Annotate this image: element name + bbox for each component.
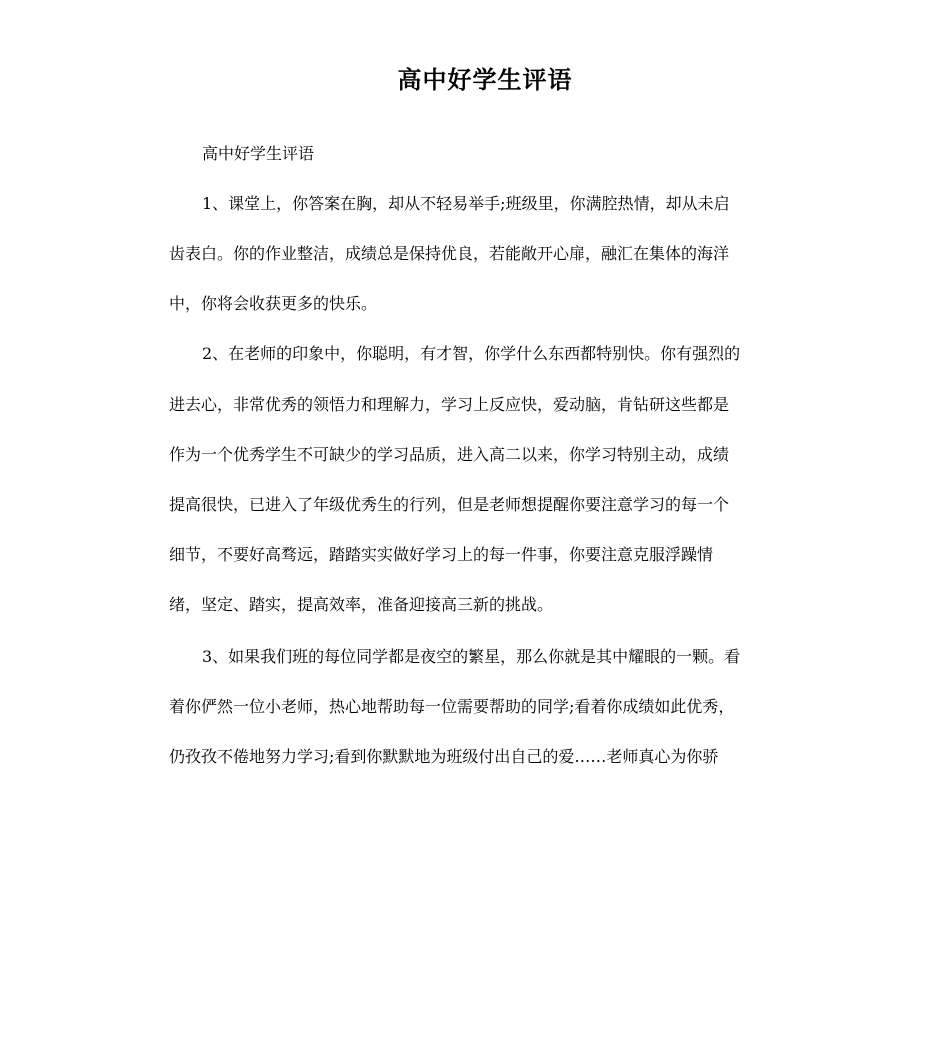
text-line: 中，你将会收获更多的快乐。 <box>169 294 378 313</box>
text-line: 细节，不要好高骛远，踏踏实实做好学习上的每一件事，你要注意克服浮躁情 <box>169 545 714 564</box>
text-line: 提高很快，已进入了年级优秀生的行列，但是老师想提醒你要注意学习的每一个 <box>169 495 730 514</box>
text-line: 着你俨然一位小老师，热心地帮助每一位需要帮助的同学;看着你成绩如此优秀， <box>169 697 735 716</box>
text-line-para2-start: 2、在老师的印象中，你聪明，有才智，你学什么东西都特别快。你有强烈的 <box>202 344 741 363</box>
text-line: 绪，坚定、踏实，提高效率，准备迎接高三新的挑战。 <box>169 595 554 614</box>
text-line: 作为一个优秀学生不可缺少的学习品质，进入高二以来，你学习特别主动，成绩 <box>169 445 730 464</box>
text-line-subtitle: 高中好学生评语 <box>202 144 315 163</box>
text-line-para3-start: 3、如果我们班的每位同学都是夜空的繁星，那么你就是其中耀眼的一颗。看 <box>202 647 741 666</box>
text-line: 进去心，非常优秀的领悟力和理解力，学习上反应快，爱动脑，肯钻研这些都是 <box>169 395 730 414</box>
text-line: 仍孜孜不倦地努力学习;看到你默默地为班级付出自己的爱……老师真心为你骄 <box>169 747 719 766</box>
document-title: 高中好学生评语 <box>397 66 573 94</box>
text-line-para1-start: 1、课堂上，你答案在胸，却从不轻易举手;班级里，你满腔热情，却从未启 <box>202 194 730 213</box>
text-line: 齿表白。你的作业整洁，成绩总是保持优良，若能敞开心扉，融汇在集体的海洋 <box>169 244 730 263</box>
